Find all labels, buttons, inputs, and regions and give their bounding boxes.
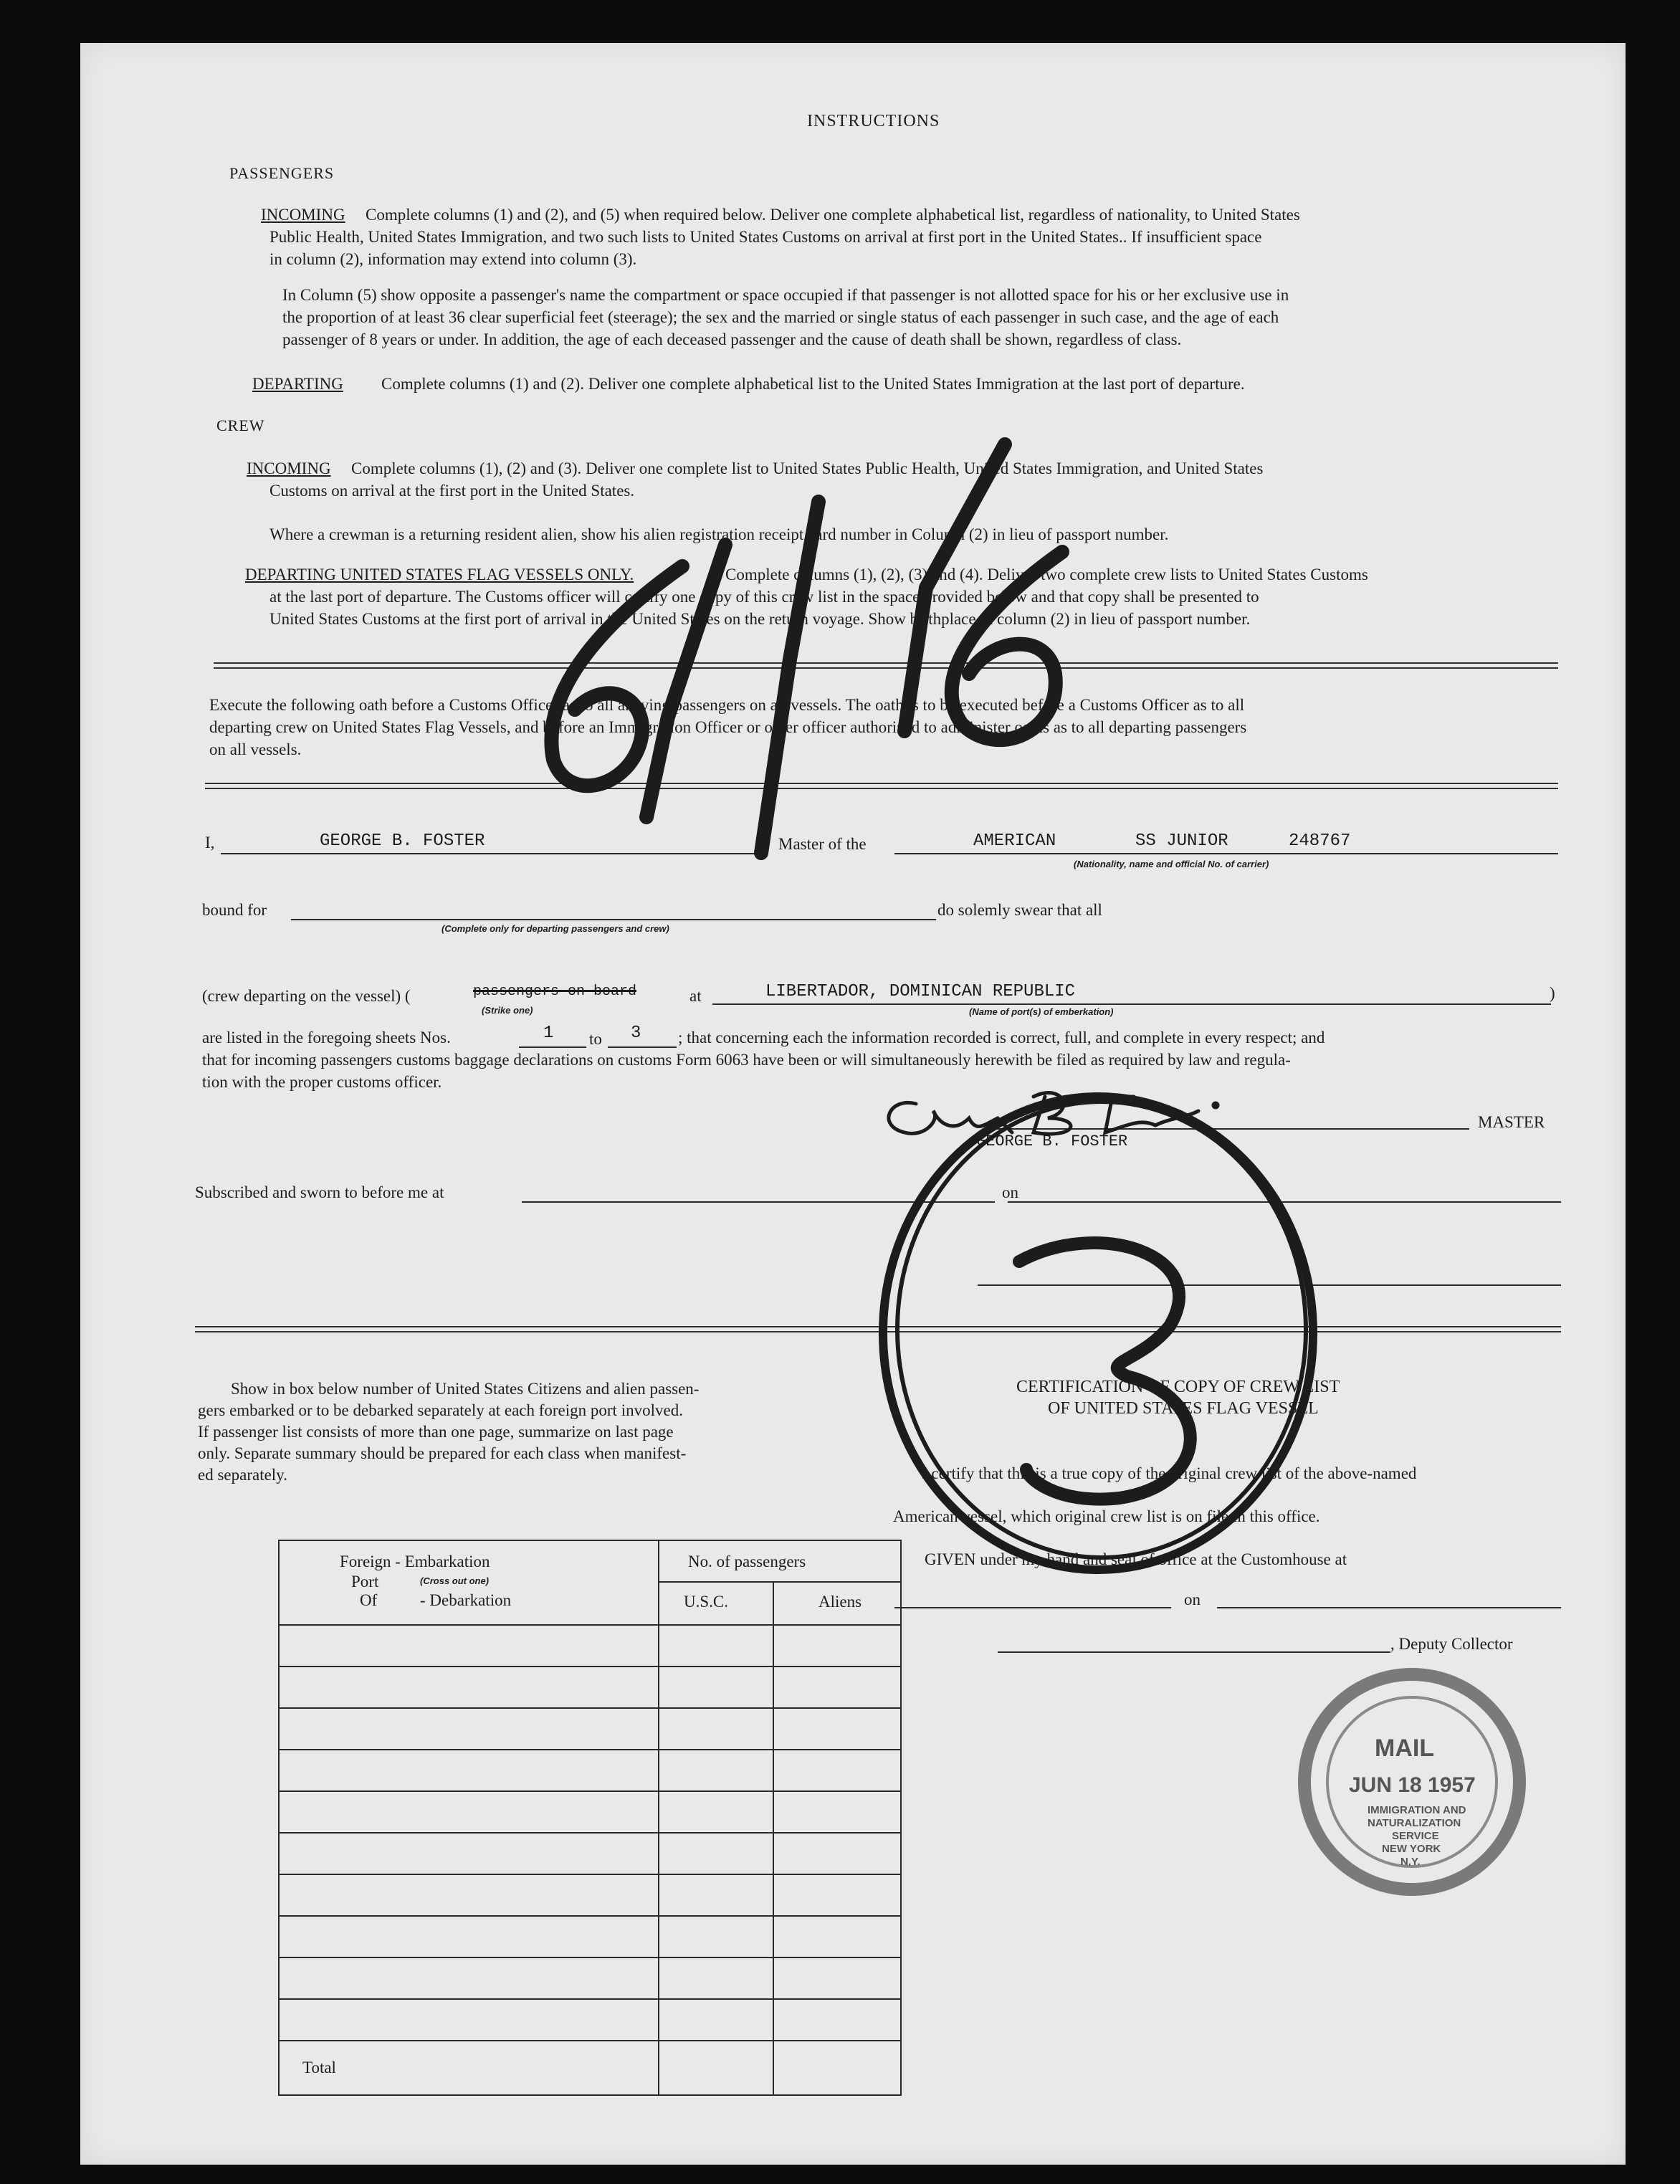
summary-instruction-line-5: ed separately.: [198, 1466, 287, 1484]
passengers-heading: PASSENGERS: [229, 164, 335, 182]
stamp-line-2: JUN 18 1957: [1349, 1773, 1476, 1797]
oath-instruction-line-2: departing crew on United States Flag Vessels, and before an Immigration Officer or other officer authorized to administer oaths as to all departing passengers: [209, 718, 1247, 736]
stamp-line-7: N.Y.: [1400, 1856, 1421, 1868]
stamp-line-3: IMMIGRATION AND: [1368, 1804, 1466, 1816]
embarkation-port-field[interactable]: LIBERTADOR, DOMINICAN REPUBLIC: [765, 982, 1076, 1001]
summary-instruction-line-3: If passenger list consists of more than one page, summarize on last page: [198, 1423, 674, 1441]
subscribed-on-label: on: [1002, 1183, 1018, 1201]
baggage-line-1: that for incoming passengers customs baggage declarations on customs Form 6063 have been or will simultaneously herewith be filed as required by law and regula-: [202, 1051, 1291, 1069]
col-debarkation-header: - Debarkation: [420, 1591, 512, 1609]
form-page: [80, 43, 1626, 2165]
official-no-field[interactable]: 248767: [1289, 831, 1351, 851]
stamp-line-1: MAIL: [1375, 1735, 1435, 1762]
total-label: Total: [302, 2059, 336, 2076]
circled-number-3: [883, 1097, 1313, 1570]
sheet-from-field[interactable]: 1: [543, 1024, 554, 1043]
passengers-incoming-line-2: Public Health, United States Immigration, and two such lists to United States Customs on arrival at first port in the United States.. If insufficient space: [269, 228, 1262, 246]
passengers-departing-text: Complete columns (1) and (2). Deliver one complete alphabetical list to the United States Immigration at the last port of departure.: [381, 375, 1245, 393]
crew-departing-text: (crew departing on the vessel) (: [202, 987, 411, 1005]
sheets-suffix: ; that concerning each the information recorded is correct, full, and complete in every respect; and: [678, 1029, 1325, 1046]
cross-out-caption: (Cross out one): [420, 1575, 490, 1586]
stamp-line-6: NEW YORK: [1382, 1843, 1441, 1855]
at-label: at: [689, 987, 702, 1005]
summary-instruction-line-4: only. Separate summary should be prepared for each class when manifest-: [198, 1444, 687, 1462]
master-label: MASTER: [1478, 1113, 1545, 1131]
oath-instruction-line-1: Execute the following oath before a Customs Officer as to all arriving passengers on all vessels. The oath is to be executed before a Customs Officer as to all: [209, 696, 1245, 714]
oath-instruction-line-3: on all vessels.: [209, 740, 302, 758]
strike-caption: (Strike one): [482, 1005, 533, 1016]
struck-option: passengers on board: [473, 983, 637, 1000]
column5-line-1: In Column (5) show opposite a passenger's name the compartment or space occupied if that passenger is not allotted space for his or her exclusive use in: [282, 286, 1289, 304]
col-passengers-header: No. of passengers: [688, 1553, 806, 1570]
sheets-prefix: are listed in the foregoing sheets Nos.: [202, 1029, 451, 1046]
to-label: to: [589, 1030, 602, 1048]
column5-line-3: passenger of 8 years or under. In addition, the age of each deceased passenger and the cause of death shall be shown, regardless of class.: [282, 330, 1182, 348]
sheet-to-field[interactable]: 3: [631, 1024, 641, 1043]
crew-departing-line-3: United States Customs at the first port of arrival in the United States on the return voyage. Show birthplace in column (2) in lieu of passport number.: [269, 610, 1251, 628]
swear-text: do solemly swear that all: [937, 901, 1102, 919]
bound-for-label: bound for: [202, 901, 267, 919]
page-title: INSTRUCTIONS: [807, 112, 940, 130]
stamp-line-4: NATURALIZATION: [1368, 1817, 1461, 1829]
baggage-line-2: tion with the proper customs officer.: [202, 1073, 442, 1091]
resident-alien-text: Where a crewman is a returning resident alien, show his alien registration receipt card number in Column (2) in lieu of passport number.: [269, 525, 1169, 543]
nationality-field[interactable]: AMERICAN: [973, 831, 1056, 851]
crew-incoming-label: INCOMING: [247, 459, 331, 477]
master-of-the-label: Master of the: [778, 835, 867, 853]
crew-heading: CREW: [216, 416, 265, 434]
large-mark-6-16: [551, 444, 1062, 853]
certification-title-1: CERTIFICATION OF COPY OF CREW LIST: [1016, 1378, 1340, 1396]
subscribed-label: Subscribed and sworn to before me at: [195, 1183, 444, 1201]
crew-departing-label: DEPARTING UNITED STATES FLAG VESSELS ONLY.: [245, 566, 634, 583]
crew-incoming-line-2: Customs on arrival at the first port in the United States.: [269, 482, 635, 500]
passengers-incoming-label: INCOMING: [261, 206, 345, 224]
crew-departing-line-2: at the last port of departure. The Customs officer will certify one copy of this crew list in the space provided below and that copy shall be presented to: [269, 588, 1259, 606]
column5-line-2: the proportion of at least 36 clear superficial feet (steerage); the sex and the married or single status of each passenger in such case, and the age of each: [282, 308, 1279, 326]
passengers-departing-label: DEPARTING: [252, 375, 343, 393]
summary-instruction-line-1: Show in box below number of United States Citizens and alien passen-: [231, 1380, 700, 1398]
summary-instruction-line-2: gers embarked or to be debarked separately at each foreign port involved.: [198, 1401, 683, 1419]
master-name-field[interactable]: GEORGE B. FOSTER: [320, 831, 485, 851]
col-usc-header: U.S.C.: [684, 1593, 728, 1611]
crew-incoming-line-1: Complete columns (1), (2) and (3). Deliver one complete list to United States Public Health, United States Immigration, and United States: [351, 459, 1264, 477]
carrier-caption: (Nationality, name and official No. of carrier): [1074, 859, 1269, 869]
signature-typed-name: GEORGE B. FOSTER: [976, 1132, 1128, 1150]
bound-for-caption: (Complete only for departing passengers and crew): [442, 923, 669, 934]
col-port-header: Port: [351, 1573, 379, 1591]
vessel-name-field[interactable]: SS JUNIOR: [1135, 831, 1228, 851]
received-stamp: [1304, 1674, 1519, 1889]
embarkation-caption: (Name of port(s) of emberkation): [969, 1006, 1114, 1017]
deputy-collector-label: , Deputy Collector: [1390, 1635, 1513, 1653]
stamp-line-5: SERVICE: [1392, 1830, 1439, 1842]
oath-i-label: I,: [205, 834, 215, 852]
certification-on-label: on: [1184, 1591, 1201, 1608]
certify-line-1: I certify that this is a true copy of the original crew list of the above-named: [922, 1464, 1417, 1482]
passengers-incoming-line-3: in column (2), information may extend into column (3).: [269, 250, 637, 268]
col-aliens-header: Aliens: [818, 1593, 862, 1611]
close-paren: ): [1550, 984, 1555, 1002]
certify-line-2: American vessel, which original crew list is on file in this office.: [893, 1507, 1320, 1525]
given-line: GIVEN under my hand and seal of office at the Customhouse at: [925, 1550, 1347, 1568]
certification-title-2: OF UNITED STATES FLAG VESSEL: [1048, 1399, 1319, 1418]
crew-departing-line-1: Complete columns (1), (2), (3) and (4). Deliver two complete crew lists to United States Customs: [725, 566, 1368, 583]
col-foreign-header: Foreign - Embarkation: [340, 1553, 490, 1570]
passengers-incoming-line-1: Complete columns (1) and (2), and (5) when required below. Deliver one complete alphabetical list, regardless of nationality, to United States: [366, 206, 1300, 224]
col-of-header: Of: [360, 1591, 378, 1609]
handwriting-overlay: [80, 43, 1626, 2165]
